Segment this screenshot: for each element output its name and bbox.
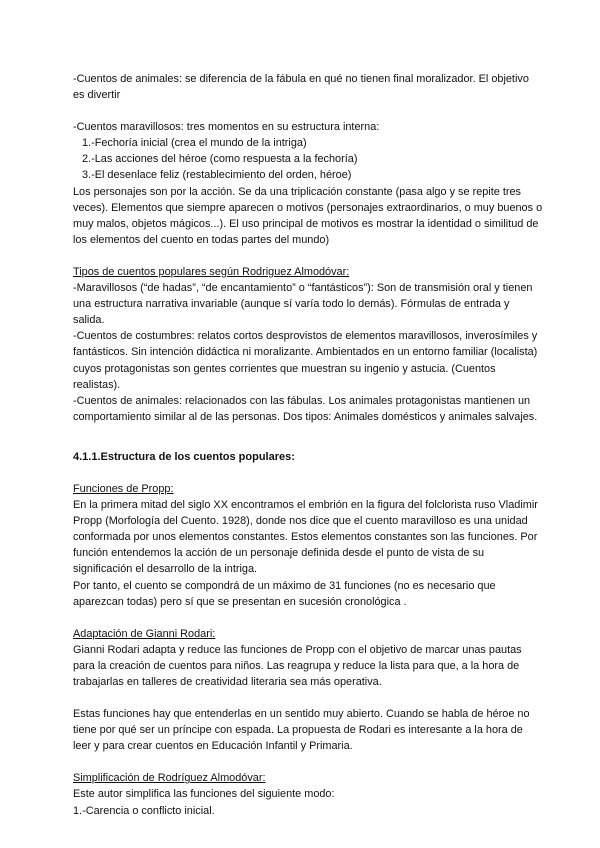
list-item-fechoria: 1.-Fechoría inicial (crea el mundo de la intriga)	[82, 137, 307, 150]
paragraph-rodari-funciones: Estas funciones hay que entenderlas en un sentido muy abierto. Cuando se habla de héroe no tiene por qué ser un príncipe con espada. La propuesta de Rodari es interesante a la hora de leer y para crear cuentos en Educación Infantil y Primaria.	[73, 708, 530, 753]
paragraph-propp: En la primera mitad del siglo XX encontramos el embrión en la figura del folclorista ruso Vladimir Propp (Morfología del Cuento. 1928), donde nos dice que el cuento maravilloso es una unidad conformada por unos elementos constantes. Estos elementos constantes son las funciones. Por función entendemos la acción de un personaje definida desde el punto de vista de su significación el desarrollo de la intriga.	[73, 499, 538, 576]
list-item-acciones-heroe: 2.-Las acciones del héroe (como respuesta a la fechoría)	[82, 153, 358, 166]
paragraph-tipos-costumbres: -Cuentos de costumbres: relatos cortos desprovistos de elementos maravillosos, inverosímiles y fantásticos. Sin intención didáctica ni moralizante. Ambientados en un entorno familiar (localista) cuyos protagonistas son gentes corrientes que muestran su ingenio y astucia. (Cuentos realistas).	[73, 330, 538, 391]
section-heading: 4.1.1.Estructura de los cuentos populares:	[73, 450, 295, 463]
subheading-tipos-cuentos: Tipos de cuentos populares según Rodriguez Almodóvar:	[73, 265, 350, 278]
paragraph-rodari: Gianni Rodari adapta y reduce las funciones de Propp con el objetivo de marcar unas pautas para la creación de cuentos para niños. Las reagrupa y reduce la lista para que, a la hora de trabajarlas en talleres de creatividad literaria sea más operativa.	[73, 643, 522, 688]
paragraph-tipos-animales: -Cuentos de animales: relacionados con las fábulas. Los animales protagonistas mantienen un comportamiento similar al de las personas. Dos tipos: Animales domésticos y animales salvajes.	[73, 394, 538, 423]
document-page	[73, 71, 543, 819]
paragraph-simplificacion: Este autor simplifica las funciones del siguiente modo:	[73, 788, 335, 801]
subheading-rodari: Adaptación de Gianni Rodari:	[73, 627, 216, 640]
subheading-propp: Funciones de Propp:	[73, 482, 174, 495]
list-item-carencia: 1.-Carencia o conflicto inicial.	[73, 804, 215, 817]
paragraph-tipos-maravillosos: -Maravillosos (“de hadas”, “de encantamiento” o “fantásticos”): Son de transmisión oral y tienen una estructura narrativa invariable (aunque sí varía todo lo demás). Fórmulas de entrada y salida.	[73, 282, 533, 327]
paragraph-cuentos-animales: -Cuentos de animales: se diferencia de la fábula en qué no tienen final moralizador. El objetivo es divertir	[73, 73, 529, 102]
list-item-desenlace: 3.-El desenlace feliz (restablecimiento del orden, héroe)	[82, 169, 352, 182]
subheading-simplificacion: Simplificación de Rodríguez Almodóvar:	[73, 772, 266, 785]
paragraph-propp-funciones: Por tanto, el cuento se compondrá de un máximo de 31 funciones (no es necesario que aparezcan todas) pero sí que se presentan en sucesión cronológica .	[73, 579, 496, 608]
paragraph-personajes: Los personajes son por la acción. Se da una triplicación constante (pasa algo y se repite tres veces). Elementos que siempre aparecen o motivos (personajes extraordinarios, o muy buenos o muy malos, objetos mágicos...). El uso principal de motivos es mostrar la identidad o similitud de los elementos del cuento en todas partes del mundo)	[73, 185, 543, 246]
paragraph-maravillosos-intro: -Cuentos maravillosos: tres momentos en su estructura interna:	[73, 121, 380, 134]
